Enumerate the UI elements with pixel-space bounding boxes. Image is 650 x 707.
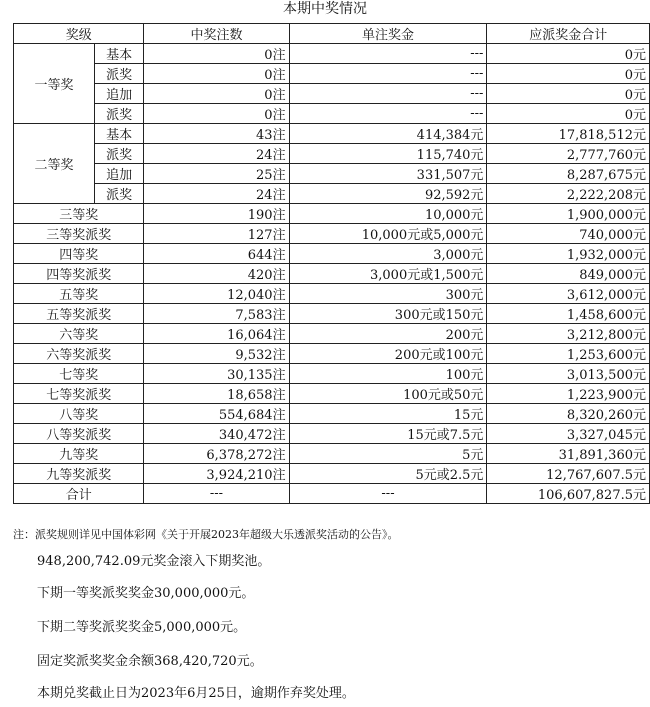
table-row — [14, 44, 650, 64]
prize-level-name: 九等奖派奖 — [14, 464, 144, 484]
prize-level-name: 三等奖派奖 — [14, 224, 144, 244]
prize-level-name: 九等奖 — [14, 444, 144, 464]
prize-sub-level: 派奖 — [94, 104, 143, 124]
header-level: 奖级 — [14, 24, 144, 44]
header-unit-prize: 单注奖金 — [289, 24, 487, 44]
total-prize: 0元 — [487, 104, 650, 124]
total-prize: 1,932,000元 — [487, 244, 650, 264]
table-row — [14, 124, 650, 144]
table-row — [14, 364, 650, 384]
total-prize: 740,000元 — [487, 224, 650, 244]
prize-level-name: 七等奖 — [14, 364, 144, 384]
table-row — [14, 264, 650, 284]
table-row — [14, 304, 650, 324]
unit-prize: 100元 — [289, 364, 487, 384]
winner-count: 340,472注 — [144, 424, 289, 444]
table-row — [14, 224, 650, 244]
unit-prize: 92,592元 — [289, 184, 487, 204]
unit-prize: 15元 — [289, 404, 487, 424]
claim-deadline-text: 本期兑奖截止日为2023年6月25日，逾期作弃奖处理。 — [37, 686, 355, 701]
unit-prize: 300元或150元 — [289, 304, 487, 324]
prize-sub-level: 派奖 — [94, 144, 143, 164]
table-row — [14, 84, 650, 104]
table-row — [14, 64, 650, 84]
winner-count: 127注 — [144, 224, 289, 244]
winner-count: 3,924,210注 — [144, 464, 289, 484]
winner-count: 9,532注 — [144, 344, 289, 364]
unit-prize: --- — [289, 484, 487, 504]
winner-count: 24注 — [144, 144, 289, 164]
prize-sub-level: 追加 — [94, 164, 143, 184]
unit-prize: --- — [289, 64, 487, 84]
table-row — [14, 144, 650, 164]
prize-level-name: 四等奖派奖 — [14, 264, 144, 284]
winner-count: 6,378,272注 — [144, 444, 289, 464]
unit-prize: --- — [289, 44, 487, 64]
table-row — [14, 384, 650, 404]
next-first-prize-bonus-text: 下期一等奖派奖奖金30,000,000元。 — [37, 586, 255, 601]
page-title: 本期中奖情况 — [283, 1, 367, 17]
unit-prize: 200元 — [289, 324, 487, 344]
table-row — [14, 404, 650, 424]
winner-count: 554,684注 — [144, 404, 289, 424]
prize-level-name: 四等奖 — [14, 244, 144, 264]
prize-level-name: 二等奖 — [14, 124, 95, 204]
header-count: 中奖注数 — [144, 24, 289, 44]
prize-level-name: 六等奖派奖 — [14, 344, 144, 364]
total-prize: 1,253,600元 — [487, 344, 650, 364]
prize-level-name: 三等奖 — [14, 204, 144, 224]
total-prize: 8,287,675元 — [487, 164, 650, 184]
winner-count: 18,658注 — [144, 384, 289, 404]
unit-prize: 3,000元或1,500元 — [289, 264, 487, 284]
prize-sub-level: 基本 — [94, 124, 143, 144]
unit-prize: --- — [289, 104, 487, 124]
table-row — [14, 344, 650, 364]
unit-prize: 5元 — [289, 444, 487, 464]
header-row — [14, 24, 650, 44]
table-row — [14, 164, 650, 184]
winner-count: 25注 — [144, 164, 289, 184]
prize-level-name: 合计 — [14, 484, 144, 504]
prize-level-name: 七等奖派奖 — [14, 384, 144, 404]
total-prize: 106,607,827.5元 — [487, 484, 650, 504]
winner-count: 420注 — [144, 264, 289, 284]
winner-count: 644注 — [144, 244, 289, 264]
total-prize: 3,013,500元 — [487, 364, 650, 384]
prize-level-name: 五等奖 — [14, 284, 144, 304]
total-prize: 2,777,760元 — [487, 144, 650, 164]
winner-count: 30,135注 — [144, 364, 289, 384]
total-prize: 12,767,607.5元 — [487, 464, 650, 484]
table-row — [14, 424, 650, 444]
prize-sub-level: 派奖 — [94, 184, 143, 204]
unit-prize: 5元或2.5元 — [289, 464, 487, 484]
footnote: 注：派奖规则详见中国体彩网《关于开展2023年超级大乐透派奖活动的公告》。 — [13, 528, 399, 541]
total-prize: 31,891,360元 — [487, 444, 650, 464]
table-row — [14, 104, 650, 124]
table-row — [14, 244, 650, 264]
winner-count: 7,583注 — [144, 304, 289, 324]
unit-prize: 300元 — [289, 284, 487, 304]
prize-level-name: 一等奖 — [14, 44, 95, 124]
total-row — [14, 484, 650, 504]
next-second-prize-bonus-text: 下期二等奖派奖奖金5,000,000元。 — [37, 620, 247, 635]
prize-level-name: 八等奖 — [14, 404, 144, 424]
unit-prize: 10,000元或5,000元 — [289, 224, 487, 244]
header-total-prize: 应派奖金合计 — [487, 24, 650, 44]
winner-count: 0注 — [144, 64, 289, 84]
prize-level-name: 五等奖派奖 — [14, 304, 144, 324]
winner-count: 12,040注 — [144, 284, 289, 304]
unit-prize: 100元或50元 — [289, 384, 487, 404]
winner-count: 0注 — [144, 104, 289, 124]
total-prize: 0元 — [487, 84, 650, 104]
unit-prize: 3,000元 — [289, 244, 487, 264]
prize-sub-level: 基本 — [94, 44, 143, 64]
jackpot-rollover-text: 948,200,742.09元奖金滚入下期奖池。 — [37, 554, 271, 569]
total-prize: 8,320,260元 — [487, 404, 650, 424]
total-prize: 1,223,900元 — [487, 384, 650, 404]
total-prize: 3,212,800元 — [487, 324, 650, 344]
winner-count: 24注 — [144, 184, 289, 204]
total-prize: 3,612,000元 — [487, 284, 650, 304]
table-row — [14, 464, 650, 484]
table-row — [14, 284, 650, 304]
fixed-prize-bonus-balance-text: 固定奖派奖奖金余额368,420,720元。 — [37, 654, 263, 669]
winner-count: 0注 — [144, 84, 289, 104]
total-prize: 1,458,600元 — [487, 304, 650, 324]
winner-count: 16,064注 — [144, 324, 289, 344]
table-row — [14, 444, 650, 464]
unit-prize: 115,740元 — [289, 144, 487, 164]
prize-level-name: 六等奖 — [14, 324, 144, 344]
unit-prize: 331,507元 — [289, 164, 487, 184]
unit-prize: 414,384元 — [289, 124, 487, 144]
total-prize: 2,222,208元 — [487, 184, 650, 204]
total-prize: 17,818,512元 — [487, 124, 650, 144]
table-row — [14, 204, 650, 224]
total-prize: 3,327,045元 — [487, 424, 650, 444]
winner-count: --- — [144, 484, 289, 504]
unit-prize: --- — [289, 84, 487, 104]
winner-count: 0注 — [144, 44, 289, 64]
total-prize: 0元 — [487, 64, 650, 84]
unit-prize: 10,000元 — [289, 204, 487, 224]
prize-table — [13, 23, 650, 504]
total-prize: 0元 — [487, 44, 650, 64]
table-row — [14, 324, 650, 344]
prize-sub-level: 派奖 — [94, 64, 143, 84]
table-row — [14, 184, 650, 204]
total-prize: 849,000元 — [487, 264, 650, 284]
unit-prize: 200元或100元 — [289, 344, 487, 364]
prize-level-name: 八等奖派奖 — [14, 424, 144, 444]
winner-count: 43注 — [144, 124, 289, 144]
winner-count: 190注 — [144, 204, 289, 224]
total-prize: 1,900,000元 — [487, 204, 650, 224]
prize-sub-level: 追加 — [94, 84, 143, 104]
unit-prize: 15元或7.5元 — [289, 424, 487, 444]
